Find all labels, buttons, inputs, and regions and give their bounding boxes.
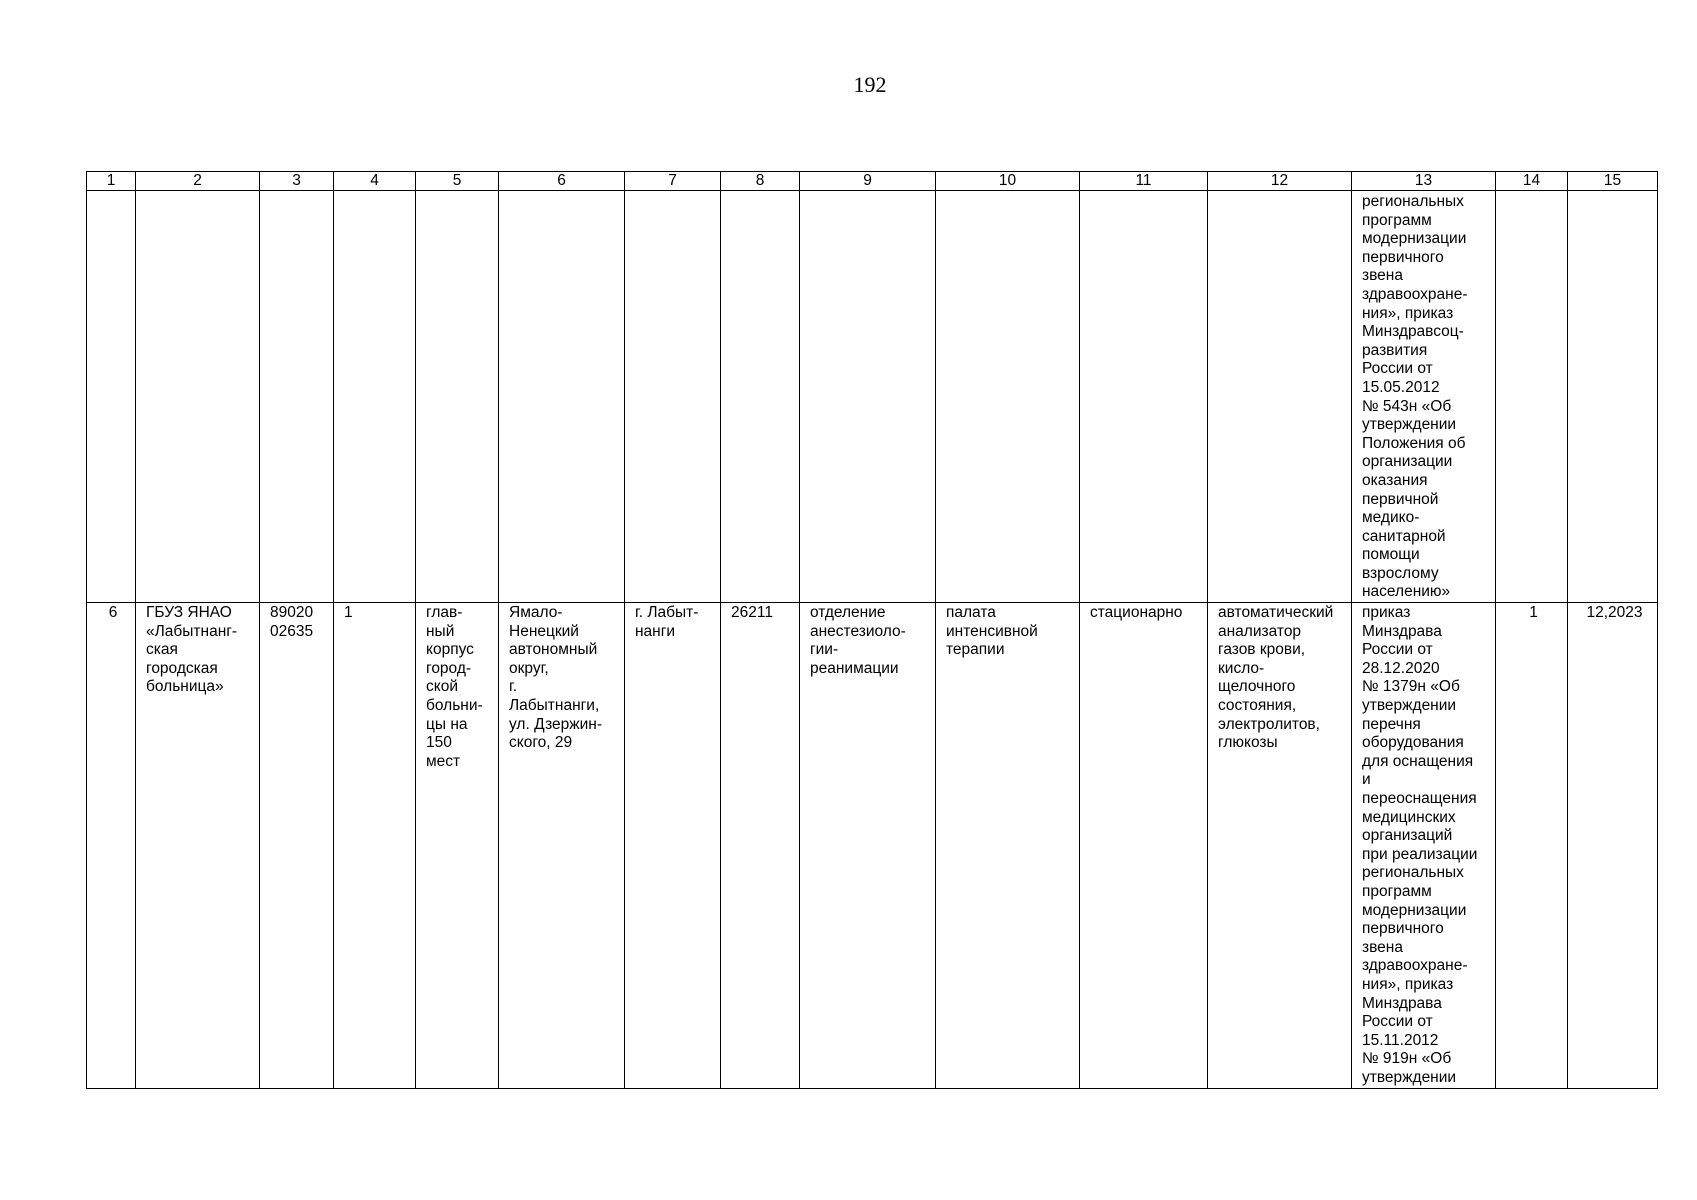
table-cell: г. Лабыт- нанги [625,603,721,1088]
table-cell [260,191,334,603]
table-cell [800,191,936,603]
table-cell [416,191,499,603]
table-cell: отделение анестезиоло- гии- реанимации [800,603,936,1088]
table-cell: стационарно [1080,603,1208,1088]
table-cell [87,191,136,603]
table-cell: глав- ный корпус город- ской больни- цы на 150 мест [416,603,499,1088]
header-cell: 14 [1496,172,1568,191]
table-cell: 89020 02635 [260,603,334,1088]
table-cell: региональных программ модернизации первичного звена здравоохране- ния», приказ Минздравсоц- развития России от 15.05.2012 № 543н «Об утверждении Положения об организации оказания первичной медико- санитарной помощи взрослому населению» [1352,191,1496,603]
table-cell [1568,191,1658,603]
table-cell: ГБУЗ ЯНАО «Лабытнанг- ская городская больница» [136,603,260,1088]
table-cell [936,191,1080,603]
header-cell: 7 [625,172,721,191]
equipment-table [86,171,1658,1089]
header-cell: 12 [1208,172,1352,191]
header-cell: 15 [1568,172,1658,191]
table-cell: 1 [1496,603,1568,1088]
table-cell: автоматический анализатор газов крови, кисло- щелочного состояния, электролитов, глюкозы [1208,603,1352,1088]
header-cell: 10 [936,172,1080,191]
page-number: 192 [853,72,887,97]
table-row [87,603,1658,1088]
table-cell [721,191,800,603]
header-cell: 5 [416,172,499,191]
header-cell: 11 [1080,172,1208,191]
header-cell: 3 [260,172,334,191]
table-cell: 26211 [721,603,800,1088]
table-cell: Ямало- Ненецкий автономный округ, г. Лабытнанги, ул. Дзержин- ского, 29 [499,603,625,1088]
header-row [87,172,1658,191]
table-cell [499,191,625,603]
table-cell [1208,191,1352,603]
table-cell: приказ Минздрава России от 28.12.2020 № 1379н «Об утверждении перечня оборудования для оснащения и переоснащения медицинских организаций при реализации региональных программ модернизации первичного звена здравоохране- ния», приказ Минздрава России от 15.11.2012 № 919н «Об утверждении [1352,603,1496,1088]
header-cell: 6 [499,172,625,191]
header-cell: 13 [1352,172,1496,191]
table-cell: 1 [334,603,416,1088]
table-cell: 6 [87,603,136,1088]
table-cell: палата интенсивной терапии [936,603,1080,1088]
header-cell: 4 [334,172,416,191]
table-cell [334,191,416,603]
header-cell: 1 [87,172,136,191]
header-cell: 2 [136,172,260,191]
header-cell: 8 [721,172,800,191]
table-cell [1496,191,1568,603]
header-cell: 9 [800,172,936,191]
table-cell [136,191,260,603]
table-row [87,191,1658,603]
table-cell: 12,2023 [1568,603,1658,1088]
table-cell [1080,191,1208,603]
table-cell [625,191,721,603]
